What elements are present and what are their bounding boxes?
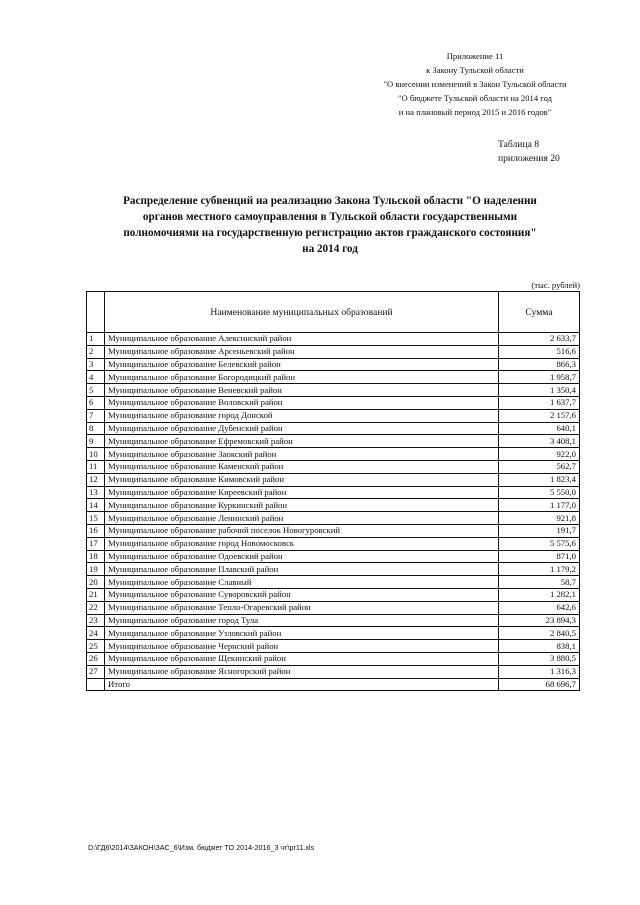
municipality-name: Итого: [105, 678, 499, 691]
subsidy-table: [86, 291, 580, 691]
row-sum: 58,7: [499, 576, 580, 589]
row-sum: 871,0: [499, 550, 580, 563]
row-sum: 68 696,7: [499, 678, 580, 691]
row-sum: 922,0: [499, 448, 580, 461]
title-line: органов местного самоуправления в Тульской области государственными: [142, 211, 518, 223]
row-sum: 640,1: [499, 422, 580, 435]
municipality-name: Муниципальное образование Веневский район: [105, 384, 499, 397]
table-row: [87, 665, 580, 678]
municipality-name: Муниципальное образование Воловский район: [105, 396, 499, 409]
row-sum: 5 575,6: [499, 537, 580, 550]
row-number: 4: [87, 371, 105, 384]
row-sum: 1 350,4: [499, 384, 580, 397]
row-sum: 1 179,2: [499, 563, 580, 576]
row-sum: 1 282,1: [499, 588, 580, 601]
row-number: 2: [87, 345, 105, 358]
municipality-name: Муниципальное образование Каменский район: [105, 460, 499, 473]
table-row: [87, 396, 580, 409]
municipality-name: Муниципальное образование Одоевский район: [105, 550, 499, 563]
table-row: [87, 614, 580, 627]
row-sum: 1 637,7: [499, 396, 580, 409]
table-row: [87, 499, 580, 512]
table-body: [87, 333, 580, 691]
header-sum: Сумма: [499, 292, 580, 333]
municipality-name: Муниципальное образование Заокский район: [105, 448, 499, 461]
document-title: [70, 193, 590, 257]
appendix-line: и на плановый период 2015 и 2016 годов": [398, 107, 552, 117]
title-line: на 2014 год: [302, 243, 358, 255]
row-number: [87, 678, 105, 691]
municipality-name: Муниципальное образование Тепло-Огаревский район: [105, 601, 499, 614]
row-sum: 921,8: [499, 512, 580, 525]
appendix-block: [330, 49, 620, 119]
appendix-line: Приложение 11: [446, 51, 504, 61]
row-number: 9: [87, 435, 105, 448]
municipality-name: Муниципальное образование Славный: [105, 576, 499, 589]
row-number: 7: [87, 409, 105, 422]
row-number: 16: [87, 524, 105, 537]
row-sum: 3 408,1: [499, 435, 580, 448]
header-name: Наименование муниципальных образований: [105, 292, 499, 333]
row-sum: 1 177,0: [499, 499, 580, 512]
municipality-name: Муниципальное образование Куркинский район: [105, 499, 499, 512]
row-number: 23: [87, 614, 105, 627]
row-number: 27: [87, 665, 105, 678]
row-number: 24: [87, 627, 105, 640]
municipality-name: Муниципальное образование город Новомосковск: [105, 537, 499, 550]
row-sum: 23 894,3: [499, 614, 580, 627]
row-number: 8: [87, 422, 105, 435]
municipality-name: Муниципальное образование Чернский район: [105, 640, 499, 653]
row-sum: 5 550,0: [499, 486, 580, 499]
row-number: 20: [87, 576, 105, 589]
table-row: [87, 640, 580, 653]
table-row: [87, 550, 580, 563]
row-number: 17: [87, 537, 105, 550]
row-sum: 1 958,7: [499, 371, 580, 384]
municipality-name: Муниципальное образование Суворовский район: [105, 588, 499, 601]
municipality-name: Муниципальное образование Белевский район: [105, 358, 499, 371]
municipality-name: Муниципальное образование город Донской: [105, 409, 499, 422]
row-number: 5: [87, 384, 105, 397]
municipality-name: Муниципальное образование Узловский район: [105, 627, 499, 640]
table-row: [87, 588, 580, 601]
row-sum: 642,6: [499, 601, 580, 614]
row-number: 13: [87, 486, 105, 499]
row-number: 25: [87, 640, 105, 653]
table-row: [87, 409, 580, 422]
row-number: 22: [87, 601, 105, 614]
row-number: 11: [87, 460, 105, 473]
municipality-name: Муниципальное образование Киреевский район: [105, 486, 499, 499]
row-sum: 2 633,7: [499, 333, 580, 346]
appendix-reference: приложения 20: [498, 153, 560, 164]
table-row: [87, 422, 580, 435]
row-sum: 191,7: [499, 524, 580, 537]
total-row: [87, 678, 580, 691]
table-row: [87, 524, 580, 537]
row-sum: 2 157,6: [499, 409, 580, 422]
row-number: 26: [87, 652, 105, 665]
municipality-name: Муниципальное образование Кимовский район: [105, 473, 499, 486]
row-number: 15: [87, 512, 105, 525]
table-row: [87, 652, 580, 665]
row-sum: 562,7: [499, 460, 580, 473]
table-row: [87, 537, 580, 550]
row-sum: 1 823,4: [499, 473, 580, 486]
table-row: [87, 512, 580, 525]
row-sum: 1 316,3: [499, 665, 580, 678]
appendix-line: "О бюджете Тульской области на 2014 год: [398, 93, 552, 103]
appendix-line: к Закону Тульской области: [426, 65, 524, 75]
table-row: [87, 371, 580, 384]
row-number: 19: [87, 563, 105, 576]
row-number: 18: [87, 550, 105, 563]
table-row: [87, 627, 580, 640]
row-sum: 838,1: [499, 640, 580, 653]
municipality-name: Муниципальное образование рабочий поселок Новогуровский: [105, 524, 499, 537]
municipality-name: Муниципальное образование Ясногорский район: [105, 665, 499, 678]
municipality-name: Муниципальное образование Щекинский район: [105, 652, 499, 665]
municipality-name: Муниципальное образование Плавский район: [105, 563, 499, 576]
row-sum: 516,6: [499, 345, 580, 358]
title-line: полномочиями на государственную регистрацию актов гражданского состояния": [123, 227, 537, 239]
appendix-line: "О внесении изменений в Закон Тульской области: [383, 79, 567, 89]
row-sum: 866,3: [499, 358, 580, 371]
table-row: [87, 448, 580, 461]
row-sum: 3 880,5: [499, 652, 580, 665]
municipality-name: Муниципальное образование Арсеньевский район: [105, 345, 499, 358]
row-number: 3: [87, 358, 105, 371]
title-line: Распределение субвенций на реализацию Закона Тульской области "О наделении: [123, 195, 537, 207]
table-number: Таблица 8: [498, 139, 540, 150]
municipality-name: Муниципальное образование Алексинский район: [105, 333, 499, 346]
row-number: 21: [87, 588, 105, 601]
row-number: 10: [87, 448, 105, 461]
table-header-row: [87, 292, 580, 333]
municipality-name: Муниципальное образование Ефремовский район: [105, 435, 499, 448]
table-row: [87, 333, 580, 346]
municipality-name: Муниципальное образование Дубенский район: [105, 422, 499, 435]
table-reference: [498, 138, 618, 166]
municipality-name: Муниципальное образование Богородицкий район: [105, 371, 499, 384]
table-row: [87, 345, 580, 358]
row-number: 12: [87, 473, 105, 486]
units-label: (тыс. рублей): [531, 280, 580, 290]
row-number: 1: [87, 333, 105, 346]
municipality-name: Муниципальное образование город Тула: [105, 614, 499, 627]
file-path-footer: D:\ГД6\2014\ЗАКОН\ЗАС_6\Изм. бюджет ТО 2014-2016_3 чт\pr11.xls: [88, 843, 315, 852]
header-number: [87, 292, 105, 333]
table-row: [87, 435, 580, 448]
table-row: [87, 576, 580, 589]
row-number: 14: [87, 499, 105, 512]
table-row: [87, 384, 580, 397]
table-row: [87, 358, 580, 371]
table-row: [87, 473, 580, 486]
row-sum: 2 840,5: [499, 627, 580, 640]
municipality-name: Муниципальное образование Ленинский район: [105, 512, 499, 525]
row-number: 6: [87, 396, 105, 409]
table-row: [87, 460, 580, 473]
table-row: [87, 486, 580, 499]
table-row: [87, 563, 580, 576]
table-row: [87, 601, 580, 614]
